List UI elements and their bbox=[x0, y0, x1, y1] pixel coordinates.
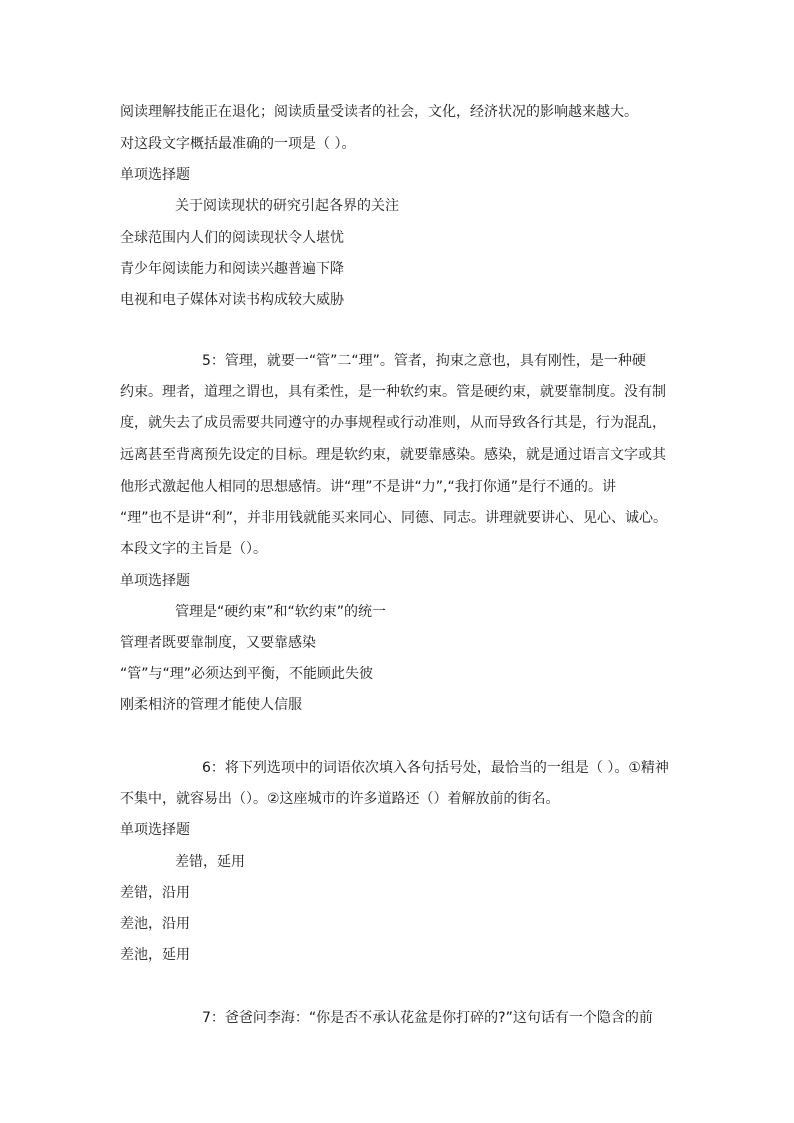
q4-text-line: 阅读理解技能正在退化；阅读质量受读者的社会，文化，经济状况的影响越来越大。 bbox=[120, 104, 638, 120]
q4-option-a: 关于阅读现状的研究引起各界的关注 bbox=[175, 198, 399, 214]
q4-option-b: 全球范围内人们的阅读现状令人堪忧 bbox=[120, 230, 344, 246]
q6-option-b: 差错，沿用 bbox=[120, 885, 190, 901]
q4-text-line: 对这段文字概括最准确的一项是（ ）。 bbox=[120, 136, 356, 152]
q5-text-line: 5：管理，就要一“管”二“理”。管者，拘束之意也，具有刚性，是一种硬 bbox=[202, 353, 646, 369]
q7-text-line: 7：爸爸问李海：“你是否不承认花盆是你打碎的?”这句话有一个隐含的前 bbox=[202, 1010, 653, 1026]
q5-option-c: “管”与“理”必须达到平衡，不能顾此失彼 bbox=[120, 666, 374, 682]
q5-text-line: 本段文字的主旨是（）。 bbox=[120, 541, 267, 557]
q5-text-line: 远离甚至背离预先设定的目标。理是软约束，就要靠感染。感染，就是通过语言文字或其 bbox=[120, 447, 666, 463]
q5-text-line: 他形式激起他人相同的思想感情。讲“理”不是讲“力”,“我打你通”是行不通的。讲 bbox=[120, 479, 616, 495]
q6-type-label: 单项选择题 bbox=[120, 822, 190, 838]
q5-text-line: “理”也不是讲“利”，并非用钱就能买来同心、同德、同志。讲理就要讲心、见心、诚心。 bbox=[120, 510, 668, 526]
q5-option-d: 刚柔相济的管理才能使人信服 bbox=[120, 697, 302, 713]
q4-option-c: 青少年阅读能力和阅读兴趣普遍下降 bbox=[120, 261, 344, 277]
q6-option-a: 差错，延用 bbox=[175, 854, 245, 870]
q5-type-label: 单项选择题 bbox=[120, 573, 190, 589]
q5-option-b: 管理者既要靠制度，又要靠感染 bbox=[120, 635, 316, 651]
q5-text-line: 度，就失去了成员需要共同遵守的办事规程或行动准则，从而导致各行其是，行为混乱， bbox=[120, 415, 666, 431]
q4-option-d: 电视和电子媒体对读书构成较大威胁 bbox=[120, 292, 344, 308]
q5-option-a: 管理是“硬约束”和“软约束”的统一 bbox=[175, 604, 387, 620]
q5-text-line: 约束。理者，道理之谓也，具有柔性，是一种软约束。管是硬约束，就要靠制度。没有制 bbox=[120, 384, 666, 400]
q6-option-d: 差池，延用 bbox=[120, 947, 190, 963]
q6-text-line: 6：将下列选项中的词语依次填入各句括号处，最恰当的一组是（ ）。①精神 bbox=[202, 760, 669, 776]
q6-text-line: 不集中，就容易出（）。②这座城市的许多道路还（）着解放前的街名。 bbox=[120, 791, 560, 807]
q6-option-c: 差池，沿用 bbox=[120, 916, 190, 932]
q4-type-label: 单项选择题 bbox=[120, 167, 190, 183]
